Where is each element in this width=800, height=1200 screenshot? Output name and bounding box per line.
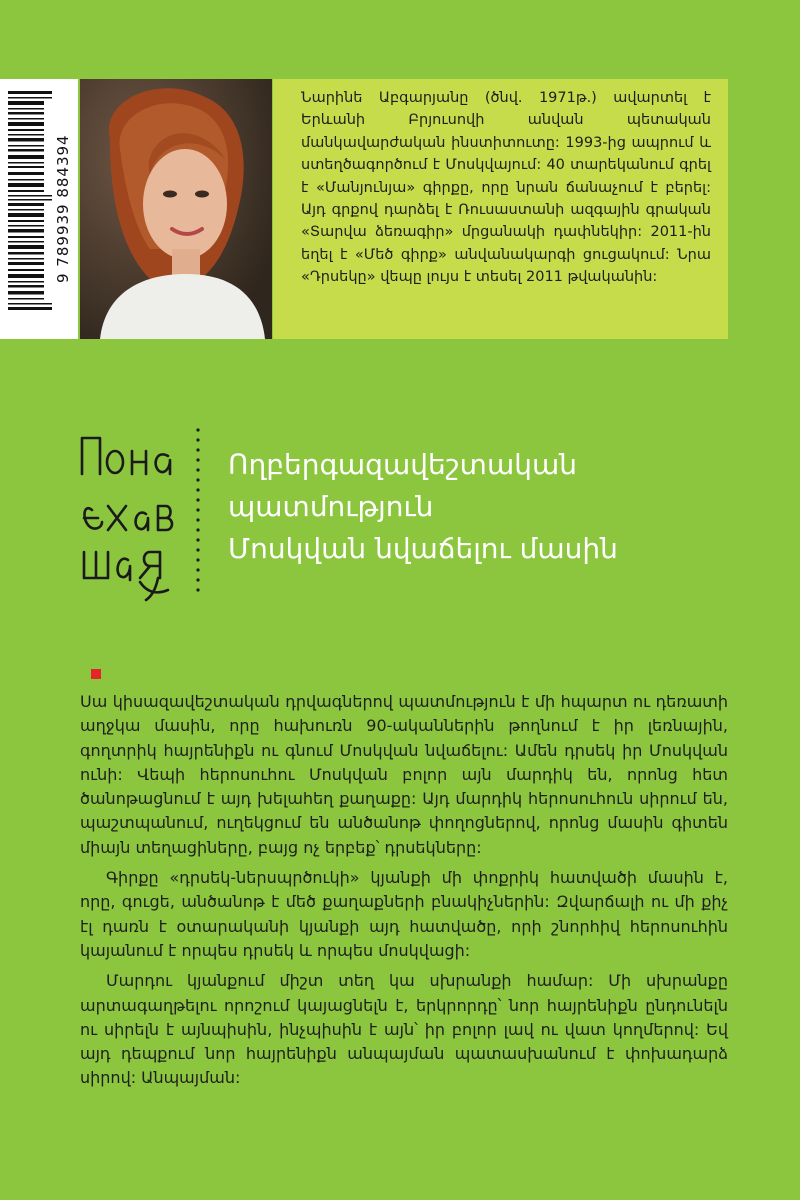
author-bio-panel xyxy=(273,79,728,339)
book-synopsis xyxy=(80,690,728,1097)
isbn-digits: 9 789939 884394 xyxy=(54,134,72,284)
handwritten-logo xyxy=(78,432,178,602)
author-portrait-illustration xyxy=(80,79,272,339)
author-bio-text: Նարինե Աբգարյանը (ծնվ. 1971թ.) ավարտել է Երևանի Բրյուսովի անվան պետական մանկավարժական ինստիտուտը: 1993-ից ապրում և ստեղծագործում է Մոսկվայում: 40 տարեկանում գրել է «Մանյունյա» գիրքը, որը նրան ճանաչում է բերել: Այդ գրքով դարձել է Ռուսաստանի ազգային գրական «Տարվա ձեռագիր» մրցանակի դափնեկիր: 2011-ին եղել է «Մեծ գիրք» անվանակարգի ցուցակում: Նրա «Դրսեկը» վեպը լույս է տեսել 2011 թվականին: xyxy=(301,90,711,286)
isbn-barcode xyxy=(0,79,78,339)
synopsis-paragraph-1: Սա կիսազավեշտական դրվագներով պատմություն է մի հպարտ ու դեռատի աղջկա մասին, որը հախուռն 90-ականներին թողնում է իր լեռնային, գողտրիկ հայրենիքն ու գնում Մոսկվան նվաճելու: Ամեն դրսեկ իր Մոսկվան ունի: Վեպի հերոսուհու Մոսկվան բոլոր այն մարդիկ են, որոնց հետ ծանոթացնում է այդ խելահեղ քաղաքը: Այդ մարդիկ հերոսուհուն սիրում են, պաշտպանում, ուղեկցում են անծանոթ փողոցներով, որոնց մասին գիտեն միայն տեղացիները, բայց ոչ երբեք՝ դրսեկները: xyxy=(80,692,728,857)
title-line-3: Մոսկվան նվաճելու մասին xyxy=(228,532,618,565)
book-title xyxy=(228,444,788,570)
synopsis-paragraph-2: Գիրքը «դրսեկ-ներսպրծուկի» կյանքի մի փոքրիկ հատվածի մասին է, որը, գուցե, անծանոթ է մեծ քաղաքների բնակիչներին: Զվարճալի ու մի քիչ էլ դառն է օտարականի կյանքի այդ հատվածը, որի շնորհիվ հերոսուհին կայանում է որպես դրսեկ և որպես մոսկվացի: xyxy=(80,868,728,960)
title-line-2: պատմություն xyxy=(228,490,434,523)
author-photo xyxy=(80,79,272,339)
dotted-divider xyxy=(196,428,200,594)
barcode-bars xyxy=(8,89,52,314)
red-square-marker xyxy=(91,669,101,679)
synopsis-paragraph-3: Մարդու կյանքում միշտ տեղ կա սխրանքի համար: Մի սխրանքը արտագաղթելու որոշում կայացնելն է, երկրորդը՝ նոր հայրենիքն ընդունելն ու սիրելն է այնպիսին, ինչպիսին է այն՝ իր բոլոր լավ ու վատ կողմերով: Եվ այդ դեպքում նոր հայրենիքն անպայման պատասխանում է փոխադարձ սիրով: Անպայման: xyxy=(80,971,728,1088)
title-line-1: Ողբերգազավեշտական xyxy=(228,448,577,481)
